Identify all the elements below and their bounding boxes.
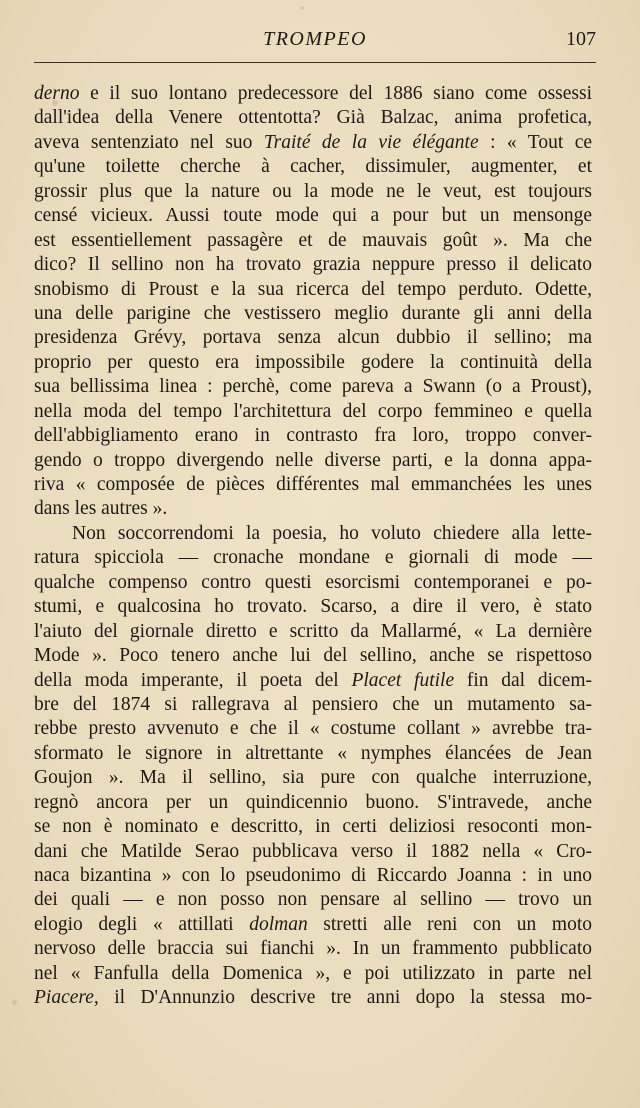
text-line: rebbe presto avvenuto e che il « costume collant » avrebbe tra- bbox=[34, 718, 592, 740]
text-line: nel « Fanfulla della Domenica », e poi utilizzato in parte nel bbox=[34, 962, 592, 984]
text-line: est essentiellement passagère et de mauvais goût ». Ma che bbox=[34, 229, 592, 251]
italic-phrase: dolman bbox=[249, 913, 308, 935]
text-line: gendo o troppo divergendo nelle diverse parti, e la donna appa- bbox=[34, 449, 592, 471]
text-line: della moda imperante, il poeta del Placet futile fin dal dicem- bbox=[34, 669, 592, 691]
text-line: Mode ». Poco tenero anche lui del sellino, anche se rispettoso bbox=[34, 645, 592, 667]
text-line: dani che Matilde Serao pubblicava verso il 1882 nella « Cro- bbox=[34, 840, 592, 862]
text-line: censé vicieux. Aussi toute mode qui a pour but un mensonge bbox=[34, 205, 592, 227]
running-title: TROMPEO bbox=[263, 28, 367, 50]
text-line: dei quali — e non posso non pensare al sellino — trovo un bbox=[34, 889, 592, 911]
text-line: Goujon ». Ma il sellino, sia pure con qualche interruzione, bbox=[34, 767, 592, 789]
paper-foxing-spot bbox=[52, 100, 58, 106]
text-line: grossir plus que la nature ou la mode ne le veut, est toujours bbox=[34, 180, 592, 202]
text-line: sua bellissima linea : perchè, come pareva a Swann (o a Proust), bbox=[34, 376, 592, 398]
italic-phrase: Piacere, bbox=[34, 987, 99, 1009]
text-line: dall'idea della Venere ottentotta? Già Balzac, anima profetica, bbox=[34, 107, 592, 129]
text-line: bre del 1874 si rallegrava al pensiero che un mutamento sa- bbox=[34, 693, 592, 715]
text-line: nella moda del tempo l'architettura del corpo femmineo e quella bbox=[34, 400, 592, 422]
text-line: stumi, e qualcosina ho trovato. Scarso, a dire il vero, è stato bbox=[34, 596, 592, 618]
text-line: sformato le signore in altrettante « nymphes élancées de Jean bbox=[34, 742, 592, 764]
text-line: derno e il suo lontano predecessore del 1886 siano come ossessi bbox=[34, 83, 592, 104]
text-line: Piacere, il D'Annunzio descrive tre anni dopo la stessa mo- bbox=[34, 987, 592, 1009]
running-head bbox=[34, 28, 596, 56]
paper-foxing-spot bbox=[300, 6, 304, 10]
text-line: qualche compenso contro questi esorcismi contemporanei e po- bbox=[34, 571, 592, 593]
text-line: proprio per questo era impossibile godere la continuità della bbox=[34, 351, 592, 373]
text-line: una delle parigine che vestissero meglio durante gli anni della bbox=[34, 302, 592, 324]
italic-phrase: Placet futile bbox=[351, 669, 455, 691]
text-line: riva « composée de pièces différentes mal emmanchées les unes bbox=[34, 474, 592, 495]
text-line: se non è nominato e descritto, in certi deliziosi resoconti mon- bbox=[34, 816, 592, 838]
text-line: presidenza Grévy, portava senza alcun dubbio il sellino; ma bbox=[34, 327, 592, 349]
text-line: snobismo di Proust e la sua ricerca del tempo perduto. Odette, bbox=[34, 278, 592, 300]
text-line: aveva sentenziato nel suo Traité de la vie élégante : « Tout ce bbox=[34, 131, 593, 153]
text-line: dell'abbigliamento erano in contrasto fra loro, troppo conver- bbox=[34, 425, 592, 447]
text-line: dico? Il sellino non ha trovato grazia neppure presso il delicato bbox=[34, 254, 592, 276]
italic-phrase: Traité de la vie élégante bbox=[263, 131, 479, 153]
text-line: l'aiuto del giornale diretto e scritto da Mallarmé, « La dernière bbox=[34, 620, 592, 642]
page-number: 107 bbox=[566, 28, 596, 50]
body-text bbox=[34, 82, 592, 1011]
text-line: regnò ancora per un quindicennio buono. S'intravede, anche bbox=[34, 791, 592, 813]
text-line: dans les autres ». bbox=[34, 498, 168, 520]
text-line: qu'une toilette cherche à cacher, dissimuler, augmenter, et bbox=[34, 156, 592, 178]
text-line: elogio degli « attillati dolman stretti alle reni con un moto bbox=[34, 913, 592, 935]
text-line: ratura spicciola — cronache mondane e giornali di mode — bbox=[34, 547, 592, 569]
text-line: nervoso delle braccia sui fianchi ». In un frammento pubblicato bbox=[34, 938, 592, 960]
text-line: Non soccorrendomi la poesia, ho voluto chiedere alla lette- bbox=[72, 522, 592, 544]
italic-phrase: derno bbox=[34, 83, 80, 104]
paper-foxing-spot bbox=[12, 1000, 17, 1005]
header-rule bbox=[34, 62, 596, 63]
text-line: naca bizantina » con lo pseudonimo di Riccardo Joanna : in uno bbox=[34, 865, 592, 886]
